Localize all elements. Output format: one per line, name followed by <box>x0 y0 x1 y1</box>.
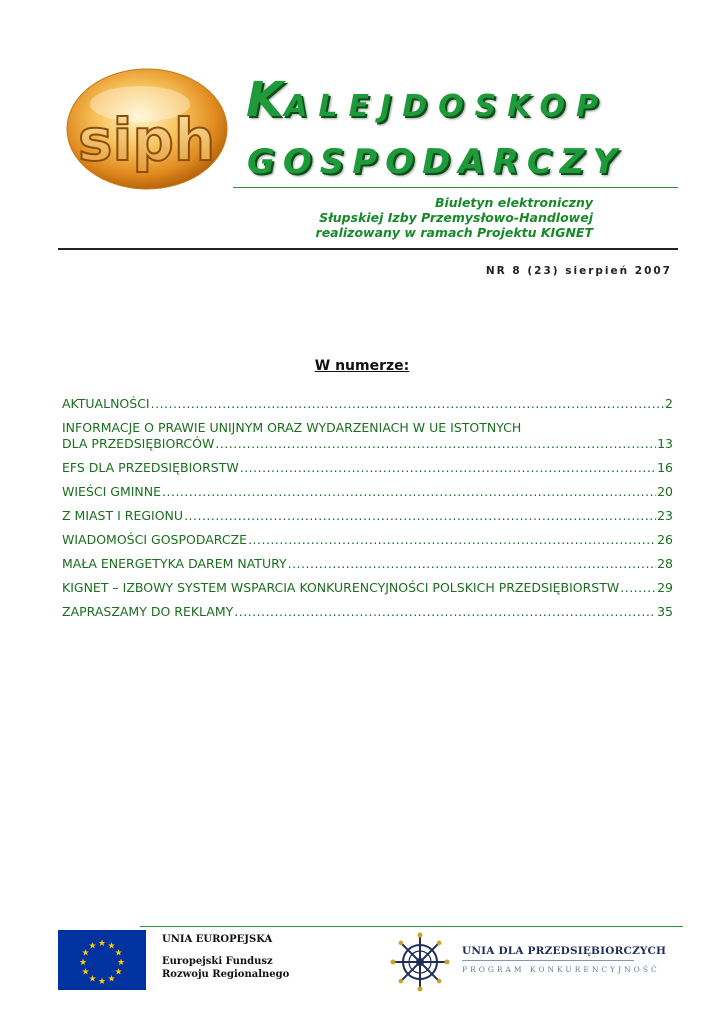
toc-entry-wiadomosci[interactable] <box>62 532 673 548</box>
toc-entry-title: KIGNET – IZBOWY SYSTEM WSPARCIA KONKURENCYJNOŚCI POLSKICH PRZEDSIĘBIORSTW <box>62 580 620 595</box>
svg-text:★: ★ <box>97 939 107 949</box>
svg-text:★: ★ <box>114 967 123 978</box>
title-rest: ALEJDOSKOP <box>284 89 610 124</box>
svg-text:★: ★ <box>78 958 88 968</box>
title-line2: GOSPODARCZY <box>247 142 626 182</box>
program-subtitle: PROGRAM KONKURENCYJNOŚĆ <box>462 965 660 974</box>
table-of-contents <box>62 396 673 628</box>
svg-text:★: ★ <box>116 958 126 968</box>
title-line1 <box>246 72 609 128</box>
eu-fund-line: Rozwoju Regionalnego <box>162 969 290 980</box>
toc-entry-page: 13 <box>657 436 673 451</box>
section-divider <box>58 248 678 250</box>
toc-entry-page: 23 <box>657 508 673 523</box>
toc-entry-aktualnosci[interactable] <box>62 396 673 412</box>
footer-divider <box>140 926 683 927</box>
svg-text:★: ★ <box>88 941 97 952</box>
subtitle-line: Słupskiej Izby Przemysłowo-Handlowej <box>319 210 593 225</box>
eu-flag-icon <box>58 930 146 990</box>
toc-entry-page: 26 <box>657 532 673 547</box>
program-divider <box>462 960 634 961</box>
eu-funding-text <box>162 934 289 981</box>
toc-entry-title-line1: INFORMACJE O PRAWIE UNIJNYM ORAZ WYDARZENIACH W UE ISTOTNYCH <box>62 420 522 435</box>
svg-text:★: ★ <box>97 977 107 987</box>
toc-entry-page: 20 <box>657 484 673 499</box>
toc-entry-title: Z MIAST I REGIONU <box>62 508 184 523</box>
svg-text:★: ★ <box>107 974 116 985</box>
toc-heading: W numerze: <box>314 358 410 374</box>
ship-wheel-icon <box>388 930 452 994</box>
eu-fund-line: Europejski Fundusz <box>162 956 273 967</box>
subtitle-line: Biuletyn elektroniczny <box>434 195 593 210</box>
toc-entry-page: 16 <box>657 460 673 475</box>
toc-entry-efs[interactable] <box>62 460 673 476</box>
toc-entry-page: 28 <box>657 556 673 571</box>
toc-entry-page: 29 <box>657 580 673 595</box>
logo-text: siph <box>78 106 216 174</box>
toc-entry-energetyka[interactable] <box>62 556 673 572</box>
toc-entry-page: 2 <box>665 396 673 411</box>
siph-logo <box>62 62 232 192</box>
svg-text:★: ★ <box>81 948 90 959</box>
toc-entry-title: AKTUALNOŚCI <box>62 396 150 411</box>
siph-logo-graphic <box>62 62 232 192</box>
header-divider <box>233 187 678 188</box>
toc-entry-kignet[interactable] <box>62 580 673 596</box>
svg-text:★: ★ <box>114 948 123 959</box>
subtitle-line: realizowany w ramach Projektu KIGNET <box>315 225 593 240</box>
svg-text:★: ★ <box>107 941 116 952</box>
toc-entry-title: DLA PRZEDSIĘBIORCÓW <box>62 436 215 451</box>
title-initial: K <box>246 72 285 128</box>
program-title: UNIA DLA PRZEDSIĘBIORCZYCH <box>462 945 667 957</box>
toc-entry-page: 35 <box>657 604 673 619</box>
svg-text:★: ★ <box>88 974 97 985</box>
subtitle <box>233 195 593 240</box>
toc-entry-title: WIEŚCI GMINNE <box>62 484 162 499</box>
toc-entry-title: MAŁA ENERGETYKA DAREM NATURY <box>62 556 287 571</box>
toc-entry-z-miast[interactable] <box>62 508 673 524</box>
toc-entry-wiesci-gminne[interactable] <box>62 484 673 500</box>
svg-text:★: ★ <box>81 967 90 978</box>
eu-heading: UNIA EUROPEJSKA <box>162 934 273 945</box>
toc-entry-title: WIADOMOŚCI GOSPODARCZE <box>62 532 248 547</box>
toc-entry-title: EFS DLA PRZEDSIĘBIORSTW <box>62 460 239 475</box>
toc-entry-reklama[interactable] <box>62 604 673 620</box>
issue-number: NR 8 (23) sierpień 2007 <box>485 265 672 277</box>
toc-entry-title: ZAPRASZAMY DO REKLAMY <box>62 604 234 619</box>
toc-entry-prawo-unijne[interactable] <box>62 420 673 452</box>
